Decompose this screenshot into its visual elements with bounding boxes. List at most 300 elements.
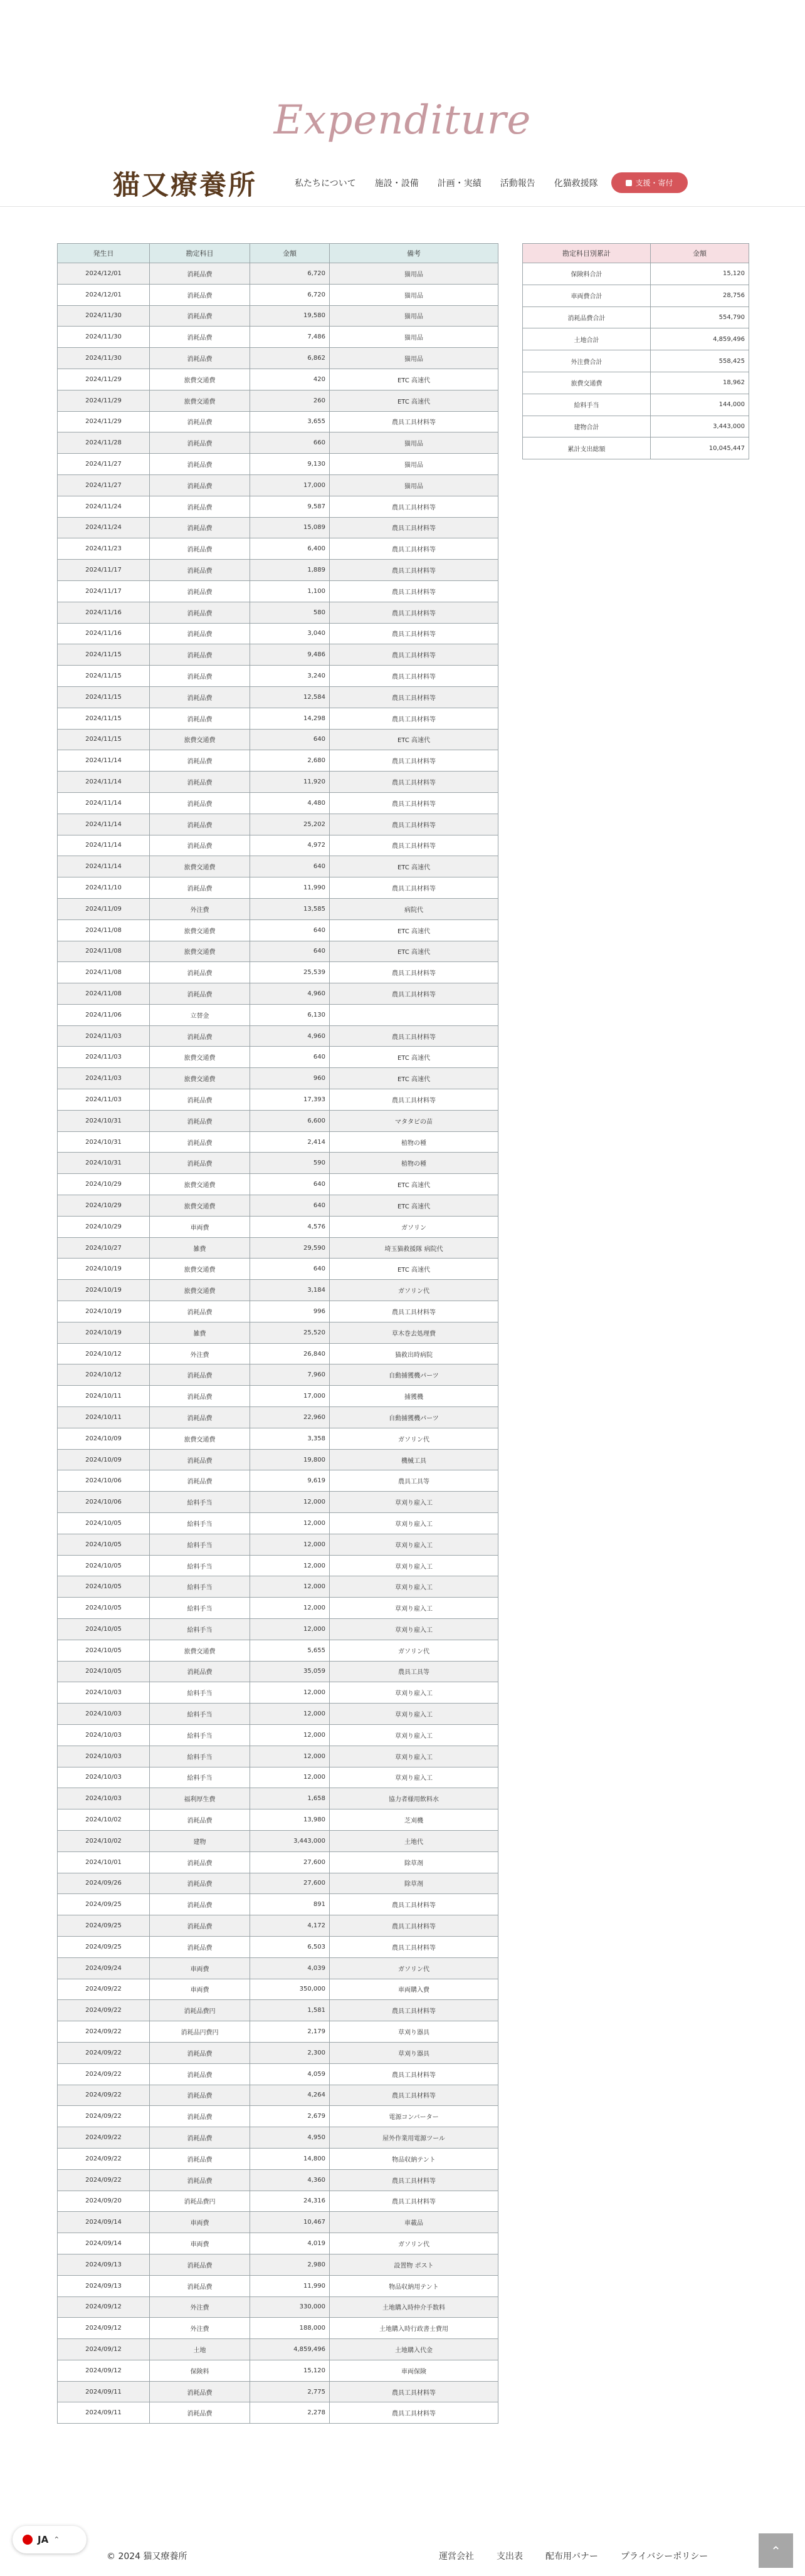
cell-category: 消耗品費 (150, 2085, 250, 2106)
table-row (58, 517, 498, 538)
cell-category: 消耗品費 (150, 708, 250, 729)
summary-row (523, 437, 749, 459)
cell-date: 2024/11/15 (58, 686, 150, 708)
cell-category: 旅費交通費 (150, 369, 250, 390)
footer-nav (439, 2550, 730, 2562)
table-row (58, 1724, 498, 1746)
footer-link-company[interactable]: 運営会社 (439, 2552, 474, 2562)
cell-note: マタタビの苗 (330, 1110, 498, 1131)
cell-category: 旅費交通費 (150, 1259, 250, 1280)
cell-amount: 11,990 (250, 877, 330, 899)
cell-category: 消耗品費 (150, 877, 250, 899)
table-row (58, 1704, 498, 1725)
cell-date: 2024/10/05 (58, 1598, 150, 1619)
cell-date: 2024/09/22 (58, 1979, 150, 2000)
support-button[interactable] (611, 172, 688, 193)
table-row (58, 2085, 498, 2106)
cell-note: 車載品 (330, 2212, 498, 2233)
footer-link-banner[interactable]: 配布用バナー (545, 2552, 598, 2562)
cell-amount: 26,840 (250, 1343, 330, 1364)
cell-amount: 27,600 (250, 1851, 330, 1873)
chevron-up-icon: ⌃ (53, 2535, 60, 2544)
cell-amount: 12,000 (250, 1598, 330, 1619)
cell-category: 消耗品費 (150, 983, 250, 1005)
table-row (58, 1407, 498, 1428)
footer-link-expenditure[interactable]: 支出表 (497, 2552, 523, 2562)
site-header (0, 0, 805, 207)
table-row (58, 877, 498, 899)
cell-amount: 6,600 (250, 1110, 330, 1131)
cell-category: 保険料 (150, 2360, 250, 2381)
cell-amount: 4,950 (250, 2127, 330, 2149)
cell-amount: 4,039 (250, 1957, 330, 1979)
table-row (58, 1873, 498, 1894)
cell-category: 消耗品費 (150, 1386, 250, 1407)
cell-amount: 891 (250, 1894, 330, 1915)
cell-note: ETC 高速代 (330, 1068, 498, 1089)
cell-date: 2024/09/22 (58, 2106, 150, 2127)
cell-date: 2024/09/20 (58, 2191, 150, 2212)
cell-note: 機械工具 (330, 1449, 498, 1470)
table-row (58, 1386, 498, 1407)
cell-amount: 11,920 (250, 772, 330, 793)
cell-date: 2024/11/30 (58, 305, 150, 327)
cell-note: ガソリン代 (330, 1640, 498, 1661)
cell-category: 旅費交通費 (150, 1428, 250, 1449)
cell-amount: 13,980 (250, 1809, 330, 1831)
summary-row (523, 372, 749, 394)
cell-amount: 1,100 (250, 580, 330, 602)
summary-amount: 554,790 (651, 306, 749, 328)
cell-category: 外注費 (150, 2296, 250, 2318)
cell-category: 消耗品費 (150, 1153, 250, 1174)
cell-amount: 17,000 (250, 474, 330, 496)
cell-note: 猫救出時病院 (330, 1343, 498, 1364)
cell-category: 旅費交通費 (150, 1640, 250, 1661)
cell-date: 2024/10/05 (58, 1555, 150, 1576)
table-row (58, 1640, 498, 1661)
cell-amount: 960 (250, 1068, 330, 1089)
summary-label: 建物合計 (523, 416, 651, 437)
summary-amount: 3,443,000 (651, 416, 749, 437)
nav-item-about[interactable]: 私たちについて (295, 179, 356, 189)
japan-flag-icon (23, 2535, 33, 2545)
cell-note: 草刈り雇入工 (330, 1619, 498, 1640)
cell-note: 農具工具材料等 (330, 644, 498, 666)
cell-date: 2024/10/11 (58, 1386, 150, 1407)
cell-note: 草刈り雇入工 (330, 1724, 498, 1746)
table-row (58, 644, 498, 666)
cell-date: 2024/10/03 (58, 1788, 150, 1809)
cell-note: 農具工具材料等 (330, 517, 498, 538)
cell-date: 2024/11/24 (58, 496, 150, 517)
cell-category: 旅費交通費 (150, 919, 250, 941)
cell-note: 草刈り雇入工 (330, 1598, 498, 1619)
cell-date: 2024/11/14 (58, 772, 150, 793)
cell-amount: 24,316 (250, 2191, 330, 2212)
cell-amount: 25,539 (250, 962, 330, 983)
cell-note: 協力者様用飲料水 (330, 1788, 498, 1809)
cell-date: 2024/11/09 (58, 898, 150, 919)
table-row (58, 835, 498, 856)
cell-date: 2024/11/08 (58, 919, 150, 941)
cell-amount: 3,358 (250, 1428, 330, 1449)
cell-date: 2024/10/03 (58, 1724, 150, 1746)
column-header-amount: 金額 (250, 244, 330, 263)
cell-amount: 2,980 (250, 2254, 330, 2275)
cell-date: 2024/11/08 (58, 941, 150, 962)
back-to-top-button[interactable] (759, 2533, 793, 2568)
cell-note: ETC 高速代 (330, 856, 498, 877)
cell-date: 2024/10/19 (58, 1280, 150, 1301)
table-row (58, 538, 498, 560)
cell-amount: 4,576 (250, 1216, 330, 1237)
cell-date: 2024/10/19 (58, 1301, 150, 1322)
cell-category: 消耗品費 (150, 1364, 250, 1386)
cell-amount: 640 (250, 1174, 330, 1195)
cell-category: 消耗品費 (150, 1110, 250, 1131)
cell-date: 2024/10/03 (58, 1682, 150, 1704)
cell-category: 消耗品費 (150, 644, 250, 666)
cell-amount: 6,130 (250, 1004, 330, 1025)
cell-category: 消耗品費 (150, 814, 250, 835)
cell-note: 農具工具材料等 (330, 814, 498, 835)
cell-amount: 12,584 (250, 686, 330, 708)
cell-note: 農具工具材料等 (330, 2169, 498, 2191)
column-header-note: 備考 (330, 244, 498, 263)
cell-note: 猫用品 (330, 474, 498, 496)
table-row (58, 1364, 498, 1386)
site-logo[interactable]: 猫又療養所 (113, 170, 257, 201)
cell-date: 2024/11/23 (58, 538, 150, 560)
cell-note: ETC 高速代 (330, 369, 498, 390)
cell-amount: 13,585 (250, 898, 330, 919)
cell-note: ETC 高速代 (330, 390, 498, 411)
cell-category: 旅費交通費 (150, 1047, 250, 1068)
cell-note: 車両購入費 (330, 1979, 498, 2000)
cell-date: 2024/09/22 (58, 2063, 150, 2085)
summary-amount: 144,000 (651, 394, 749, 416)
table-row (58, 941, 498, 962)
table-row (58, 2127, 498, 2149)
cell-note: 農具工具材料等 (330, 835, 498, 856)
cell-category: 旅費交通費 (150, 856, 250, 877)
cell-amount: 12,000 (250, 1492, 330, 1513)
cell-date: 2024/10/29 (58, 1216, 150, 1237)
table-row (58, 454, 498, 475)
cell-note: 草刈り器具 (330, 2021, 498, 2043)
cell-date: 2024/11/14 (58, 792, 150, 814)
cell-date: 2024/11/16 (58, 623, 150, 644)
cell-category: 消耗品費円 (150, 2000, 250, 2021)
cell-note: 農具工具材料等 (330, 983, 498, 1005)
cell-amount: 9,587 (250, 496, 330, 517)
table-row (58, 432, 498, 454)
cell-note: 猫用品 (330, 327, 498, 348)
cell-amount: 12,000 (250, 1555, 330, 1576)
table-row (58, 305, 498, 327)
cell-note: 草刈り雇入工 (330, 1682, 498, 1704)
nav-item-plan[interactable]: 計画・実績 (437, 179, 481, 189)
table-row (58, 602, 498, 623)
cell-date: 2024/11/16 (58, 602, 150, 623)
cell-amount: 4,960 (250, 983, 330, 1005)
cell-note: 除草剤 (330, 1873, 498, 1894)
cell-note: 農具工具材料等 (330, 560, 498, 581)
table-row (58, 2021, 498, 2043)
table-row (58, 2233, 498, 2254)
cell-amount: 1,658 (250, 1788, 330, 1809)
cell-amount: 22,960 (250, 1407, 330, 1428)
cell-category: 消耗品費 (150, 560, 250, 581)
cell-category: 給料手当 (150, 1724, 250, 1746)
cell-note: 草刈り雇入工 (330, 1746, 498, 1767)
summary-label: 累計支出総額 (523, 437, 651, 459)
cell-amount: 6,400 (250, 538, 330, 560)
cell-category: 消耗品費 (150, 305, 250, 327)
cell-amount: 12,000 (250, 1576, 330, 1598)
cell-date: 2024/10/09 (58, 1428, 150, 1449)
cell-amount: 2,414 (250, 1131, 330, 1153)
language-switcher[interactable] (13, 2526, 87, 2553)
cell-note: ETC 高速代 (330, 941, 498, 962)
cell-amount: 4,972 (250, 835, 330, 856)
cell-amount: 2,680 (250, 750, 330, 772)
table-row (58, 708, 498, 729)
cell-category: 旅費交通費 (150, 729, 250, 750)
cell-category: 消耗品費 (150, 1915, 250, 1937)
cell-note: 農具工具材料等 (330, 496, 498, 517)
cell-date: 2024/10/29 (58, 1174, 150, 1195)
nav-item-activity[interactable]: 活動報告 (500, 179, 535, 189)
cell-category: 消耗品費 (150, 1936, 250, 1957)
cell-date: 2024/10/27 (58, 1237, 150, 1259)
cell-amount: 3,443,000 (250, 1830, 330, 1851)
cell-date: 2024/09/14 (58, 2233, 150, 2254)
summary-amount: 28,756 (651, 285, 749, 306)
hero-title: Expenditure (273, 97, 532, 144)
cell-note: 屋外作業用電源ツール (330, 2127, 498, 2149)
cell-category: 消耗品費 (150, 411, 250, 432)
header-divider (0, 206, 805, 207)
table-row (58, 560, 498, 581)
cell-date: 2024/09/25 (58, 1894, 150, 1915)
table-row (58, 750, 498, 772)
cell-amount: 11,990 (250, 2275, 330, 2296)
cell-date: 2024/09/22 (58, 2000, 150, 2021)
cell-date: 2024/11/15 (58, 708, 150, 729)
cell-amount: 2,179 (250, 2021, 330, 2043)
cell-date: 2024/10/19 (58, 1322, 150, 1343)
cell-note: ETC 高速代 (330, 1259, 498, 1280)
cell-note: ガソリン (330, 1216, 498, 1237)
cell-date: 2024/11/28 (58, 432, 150, 454)
cell-note: 農具工具材料等 (330, 708, 498, 729)
cell-amount: 17,393 (250, 1089, 330, 1111)
cell-date: 2024/10/02 (58, 1809, 150, 1831)
table-row (58, 369, 498, 390)
summary-label: 消耗品費合計 (523, 306, 651, 328)
table-row (58, 1788, 498, 1809)
summary-row (523, 285, 749, 306)
cell-date: 2024/11/17 (58, 560, 150, 581)
cell-category: 旅費交通費 (150, 390, 250, 411)
cell-date: 2024/09/25 (58, 1936, 150, 1957)
table-row (58, 348, 498, 369)
table-row (58, 1809, 498, 1831)
cell-category: 旅費交通費 (150, 1195, 250, 1217)
table-row (58, 1746, 498, 1767)
table-row (58, 623, 498, 644)
cell-date: 2024/10/31 (58, 1153, 150, 1174)
cell-note: 土地購入時仲介手数料 (330, 2296, 498, 2318)
cell-date: 2024/10/05 (58, 1534, 150, 1555)
cell-amount: 7,960 (250, 1364, 330, 1386)
cell-date: 2024/11/03 (58, 1025, 150, 1047)
cell-category: 消耗品費 (150, 1449, 250, 1470)
cell-date: 2024/11/29 (58, 390, 150, 411)
cell-amount: 3,240 (250, 666, 330, 687)
table-row (58, 1280, 498, 1301)
cell-note: 車両保険 (330, 2360, 498, 2381)
cell-category: 消耗品費 (150, 602, 250, 623)
cell-amount: 640 (250, 856, 330, 877)
cell-category: 消耗品費 (150, 348, 250, 369)
table-row (58, 1492, 498, 1513)
footer-link-privacy[interactable]: プライバシーポリシー (621, 2552, 708, 2562)
cell-date: 2024/11/27 (58, 474, 150, 496)
cell-amount: 15,120 (250, 2360, 330, 2381)
cell-amount: 27,600 (250, 1873, 330, 1894)
cell-note: 農具工具材料等 (330, 411, 498, 432)
summary-amount: 558,425 (651, 350, 749, 372)
nav-item-facilities[interactable]: 施設・設備 (374, 179, 419, 189)
cell-note: ETC 高速代 (330, 919, 498, 941)
table-row (58, 2339, 498, 2360)
cell-note: ETC 高速代 (330, 729, 498, 750)
cell-category: 車両費 (150, 2233, 250, 2254)
cell-note: 物品収納テント (330, 2148, 498, 2169)
cell-amount: 260 (250, 390, 330, 411)
table-header-row (58, 244, 498, 263)
cell-note: 草刈り雇入工 (330, 1513, 498, 1534)
cell-date: 2024/10/03 (58, 1767, 150, 1788)
cell-category: 消耗品費 (150, 1025, 250, 1047)
cell-date: 2024/10/09 (58, 1449, 150, 1470)
cell-category: 消耗品費 (150, 1301, 250, 1322)
gift-icon (626, 180, 632, 186)
table-row (58, 390, 498, 411)
table-row (58, 1598, 498, 1619)
cell-category: 消耗品費 (150, 2063, 250, 2085)
cell-category: 土地 (150, 2339, 250, 2360)
cell-amount: 12,000 (250, 1724, 330, 1746)
table-row (58, 983, 498, 1005)
cell-date: 2024/11/03 (58, 1047, 150, 1068)
cell-amount: 4,019 (250, 2233, 330, 2254)
cell-amount: 12,000 (250, 1746, 330, 1767)
cell-category: 消耗品費 (150, 432, 250, 454)
cell-category: 給料手当 (150, 1598, 250, 1619)
cell-date: 2024/09/22 (58, 2127, 150, 2149)
table-row (58, 856, 498, 877)
cell-note: ETC 高速代 (330, 1174, 498, 1195)
table-row (58, 1851, 498, 1873)
cell-category: 消耗品費円 (150, 2191, 250, 2212)
cell-amount: 420 (250, 369, 330, 390)
cell-date: 2024/10/31 (58, 1110, 150, 1131)
cell-note: ガソリン代 (330, 2233, 498, 2254)
summary-row (523, 416, 749, 437)
cell-category: 消耗品費 (150, 1131, 250, 1153)
cell-date: 2024/11/29 (58, 369, 150, 390)
table-row (58, 2169, 498, 2191)
cell-date: 2024/11/15 (58, 666, 150, 687)
table-row (58, 496, 498, 517)
table-row (58, 1047, 498, 1068)
cell-note: 農具工具材料等 (330, 750, 498, 772)
cell-amount: 580 (250, 602, 330, 623)
cell-amount: 996 (250, 1301, 330, 1322)
cell-amount: 3,184 (250, 1280, 330, 1301)
cell-amount: 2,679 (250, 2106, 330, 2127)
cell-date: 2024/11/15 (58, 644, 150, 666)
cell-note: 農具工具材料等 (330, 1025, 498, 1047)
cell-amount: 640 (250, 941, 330, 962)
cell-date: 2024/09/24 (58, 1957, 150, 1979)
cell-category: 雑費 (150, 1237, 250, 1259)
cell-note: 農具工具材料等 (330, 2381, 498, 2402)
table-row (58, 2402, 498, 2424)
summary-header-category: 勘定科目別累計 (523, 244, 651, 263)
table-row (58, 1619, 498, 1640)
table-row (58, 1513, 498, 1534)
cell-amount: 6,720 (250, 263, 330, 285)
cell-category: 車両費 (150, 1216, 250, 1237)
cell-note: 猫用品 (330, 263, 498, 285)
cell-date: 2024/09/22 (58, 2021, 150, 2043)
cell-amount: 14,800 (250, 2148, 330, 2169)
cell-amount: 4,172 (250, 1915, 330, 1937)
cell-amount: 19,800 (250, 1449, 330, 1470)
cell-category: 消耗品費 (150, 2402, 250, 2424)
cell-category: 給料手当 (150, 1492, 250, 1513)
cell-note: 除草剤 (330, 1851, 498, 1873)
cell-note: ETC 高速代 (330, 1195, 498, 1217)
cell-amount: 17,000 (250, 1386, 330, 1407)
cell-category: 消耗品費 (150, 1661, 250, 1682)
cell-note: 草刈り雇入工 (330, 1704, 498, 1725)
cell-amount: 660 (250, 432, 330, 454)
cell-note: 農具工具等 (330, 1661, 498, 1682)
cell-amount: 640 (250, 1195, 330, 1217)
summary-label: 給料手当 (523, 394, 651, 416)
cell-note: 芝刈機 (330, 1809, 498, 1831)
table-row (58, 2296, 498, 2318)
cell-note: ガソリン代 (330, 1957, 498, 1979)
cell-category: 消耗品費 (150, 2148, 250, 2169)
table-row (58, 1534, 498, 1555)
cell-category: 給料手当 (150, 1576, 250, 1598)
chevron-up-icon: ⌃ (771, 2543, 781, 2558)
nav-item-rescue[interactable]: 化猫救援隊 (554, 179, 598, 189)
cell-date: 2024/09/25 (58, 1915, 150, 1937)
cell-note: 農具工具材料等 (330, 877, 498, 899)
cell-note: 草刈り雇入工 (330, 1576, 498, 1598)
cell-date: 2024/09/22 (58, 2085, 150, 2106)
cell-date: 2024/10/05 (58, 1661, 150, 1682)
cell-amount: 1,581 (250, 2000, 330, 2021)
